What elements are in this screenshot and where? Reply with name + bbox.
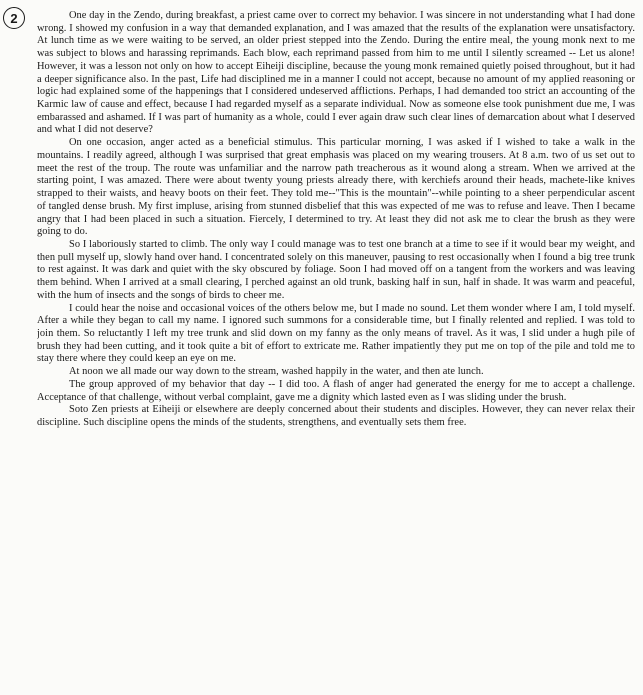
page-number-badge: 2 [3, 7, 25, 29]
document-text-body [37, 10, 635, 692]
paragraph-5: At noon we all made our way down to the stream, washed happily in the water, and then ate lunch. [69, 366, 484, 378]
paragraph-4: I could hear the noise and occasional voices of the others below me, but I made no sound. Let them wonder where I am, I told myself. After a while they began to call my name. I ignored such summons for a considerable time, but I finally relented and replied. I was told to join them. So reluctantly I left my tree trunk and slid down on my fanny as the only means of travel. As it was, I slid under a hugh pile of brush they had been cutting, and it took quite a bit of effort to extricate me. Rather impatiently they put me on top of the pile and told me to stay there where they could keep an eye on me. [37, 302, 635, 365]
paragraph-7: Soto Zen priests at Eiheiji or elsewhere are deeply concerned about their students and disciples. However, they can never relax their discipline. Such discipline opens the minds of the students, strengthens, and eventually sets them free. [37, 404, 635, 428]
paragraph-1: One day in the Zendo, during breakfast, a priest came over to correct my behavior. I was sincere in not understanding what I had done wrong. I showed my confusion in a way that demanded explanation, and I was amazed that the results of the explanation were unsatisfactory. At lunch time as we were waiting to be served, an older priest stepped into the Zendo. During the entire meal, the young monk next to me was subject to blows and harassing reprimands. Each blow, each reprimand passed from him to me until I silently screamed -- Let us alone! However, it was a lesson not only on how to accept Eiheiji discipline, because the young monk remained quietly poised throughout, but it had a deeper significance also. In the past, Life had disciplined me in a manner I could not accept, because no amount of my applied reasoning or logic had explained some of the happenings that I considered undeserved afflictions. Perhaps, I had demanded too strict an accounting of the Karmic law of cause and effect, because I had regarded myself as a separate individual. Now as someone else took punishment due me, I was embarassed and ashamed. If I was part of humanity as a whole, could I ever again draw such clear lines of demarcation about what I deserved and what I did not deserve? [37, 10, 635, 136]
paragraph-6: The group approved of my behavior that day -- I did too. A flash of anger had generated the energy for me to accept a challenge. Acceptance of that challenge, without verbal complaint, gave me a dignity which lasted even as I was sliding under the brush. [37, 378, 635, 403]
paragraph-3: So I laboriously started to climb. The only way I could manage was to test one branch at a time to see if it would bear my weight, and then pull myself up, slowly hand over hand. I concentrated solely on this maneuver, pausing to rest occasionally when I found a big tree trunk to rest against. It was dark and quiet with the sky obscured by foliage. Soon I had moved off on a tangent from the workers and was leaving them behind. When I arrived at a small clearing, I perched against an old trunk, basking half in sun, half in shade. It was warm and peaceful, with the hum of insects and the songs of birds to cheer me. [37, 238, 635, 301]
paragraph-2: On one occasion, anger acted as a beneficial stimulus. This particular morning, I was asked if I wished to take a walk in the mountains. I readily agreed, although I was surprised that great emphasis was placed on my wearing trousers. At 8 a.m. two of us set out to meet the rest of the troup. The route was unfamiliar and the narrow path treacherous as it wound along a stream. When we arrived at the starting point, I was amazed. There were about twenty young priests already there, with kerchiefs around their heads, machete-like knives strapped to their waists, and heavy boots on their feet. They told me--"This is the mountain"--while pointing to a sheer perpendicular ascent of tangled dense brush. My first impluse, arising from stunned disbelief that this was expected of me was to refuse and leave. Then I became angry that I had been placed in such a situation. Fiercely, I determined to try. At least they did not ask me to clear the brush as they were going to do. [37, 137, 635, 238]
